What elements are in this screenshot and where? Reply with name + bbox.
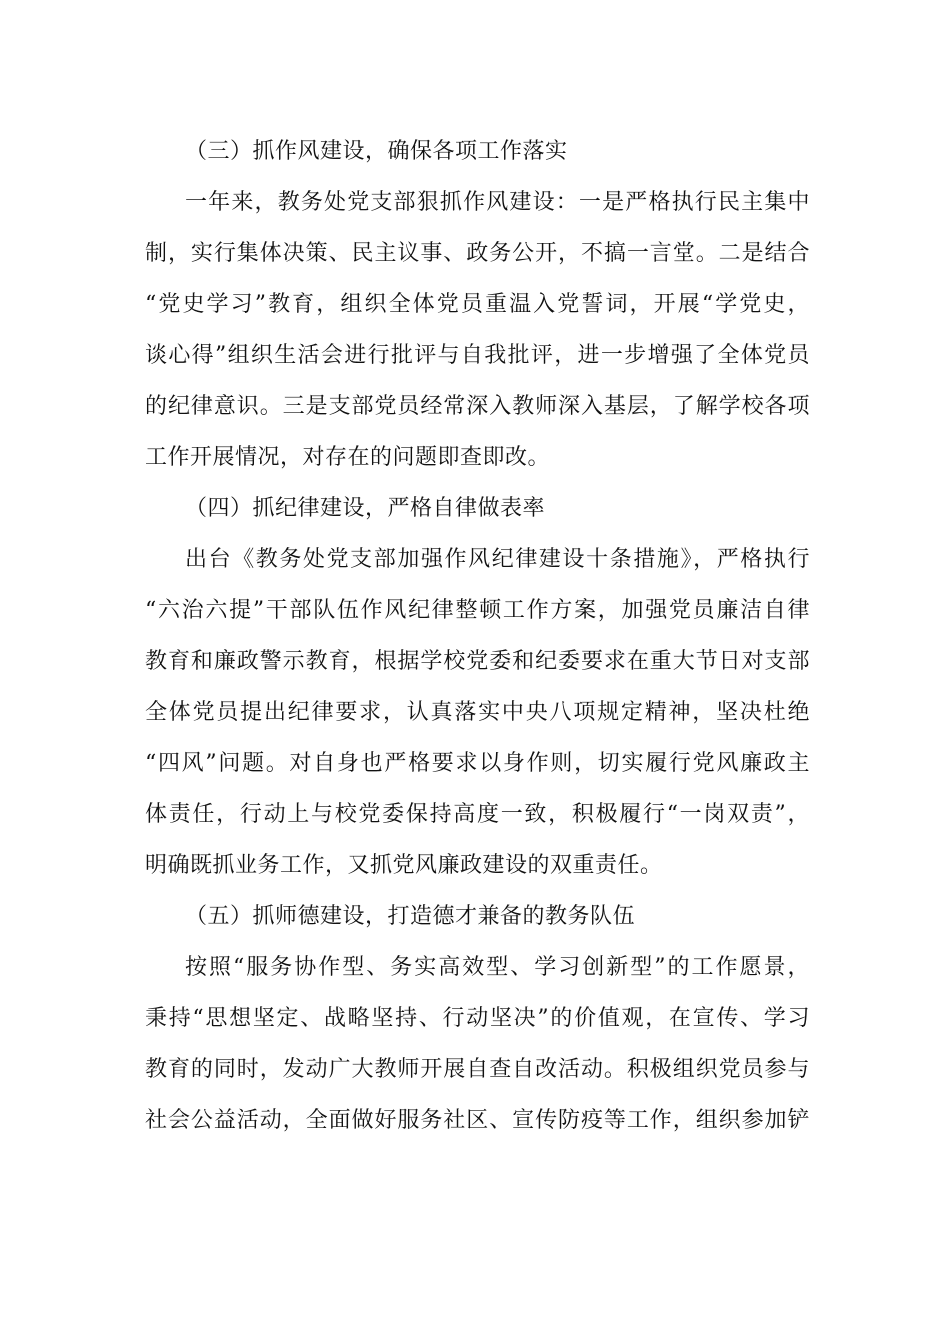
section-heading-5: （五）抓师德建设，打造德才兼备的教务队伍 (185, 904, 636, 929)
paragraph-line: 秉持“思想坚定、战略坚持、行动坚决”的价值观，在宣传、学习 (145, 1006, 810, 1031)
paragraph-line: 体责任，行动上与校党委保持高度一致，积极履行“一岗双责”， (145, 802, 810, 827)
paragraph-line: 社会公益活动，全面做好服务社区、宣传防疫等工作，组织参加铲 (145, 1108, 810, 1133)
paragraph-line: “四风”问题。对自身也严格要求以身作则，切实履行党风廉政主 (145, 751, 810, 776)
paragraph-line: 制，实行集体决策、民主议事、政务公开，不搞一言堂。二是结合 (145, 241, 810, 266)
paragraph-line: 谈心得”组织生活会进行批评与自我批评，进一步增强了全体党员 (145, 343, 810, 368)
section-heading-3: （三）抓作风建设，确保各项工作落实 (185, 139, 568, 164)
paragraph-line: “党史学习”教育，组织全体党员重温入党誓词，开展“学党史， (145, 292, 810, 317)
paragraph-line: 按照“服务协作型、务实高效型、学习创新型”的工作愿景， (185, 955, 810, 980)
paragraph-line: “六治六提”干部队伍作风纪律整顿工作方案，加强党员廉洁自律 (145, 598, 810, 623)
paragraph-line: 一年来，教务处党支部狠抓作风建设：一是严格执行民主集中 (185, 190, 810, 215)
paragraph-line: 教育的同时，发动广大教师开展自查自改活动。积极组织党员参与 (145, 1057, 810, 1082)
paragraph-line: 出台《教务处党支部加强作风纪律建设十条措施》，严格执行 (185, 547, 810, 572)
paragraph-line: 教育和廉政警示教育，根据学校党委和纪委要求在重大节日对支部 (145, 649, 810, 674)
paragraph-line: 工作开展情况，对存在的问题即查即改。 (145, 445, 551, 470)
paragraph-line: 的纪律意识。三是支部党员经常深入教师深入基层，了解学校各项 (145, 394, 810, 419)
section-heading-4: （四）抓纪律建设，严格自律做表率 (185, 496, 546, 521)
paragraph-line: 全体党员提出纪律要求，认真落实中央八项规定精神，坚决杜绝 (145, 700, 810, 725)
paragraph-line: 明确既抓业务工作，又抓党风廉政建设的双重责任。 (145, 853, 663, 878)
